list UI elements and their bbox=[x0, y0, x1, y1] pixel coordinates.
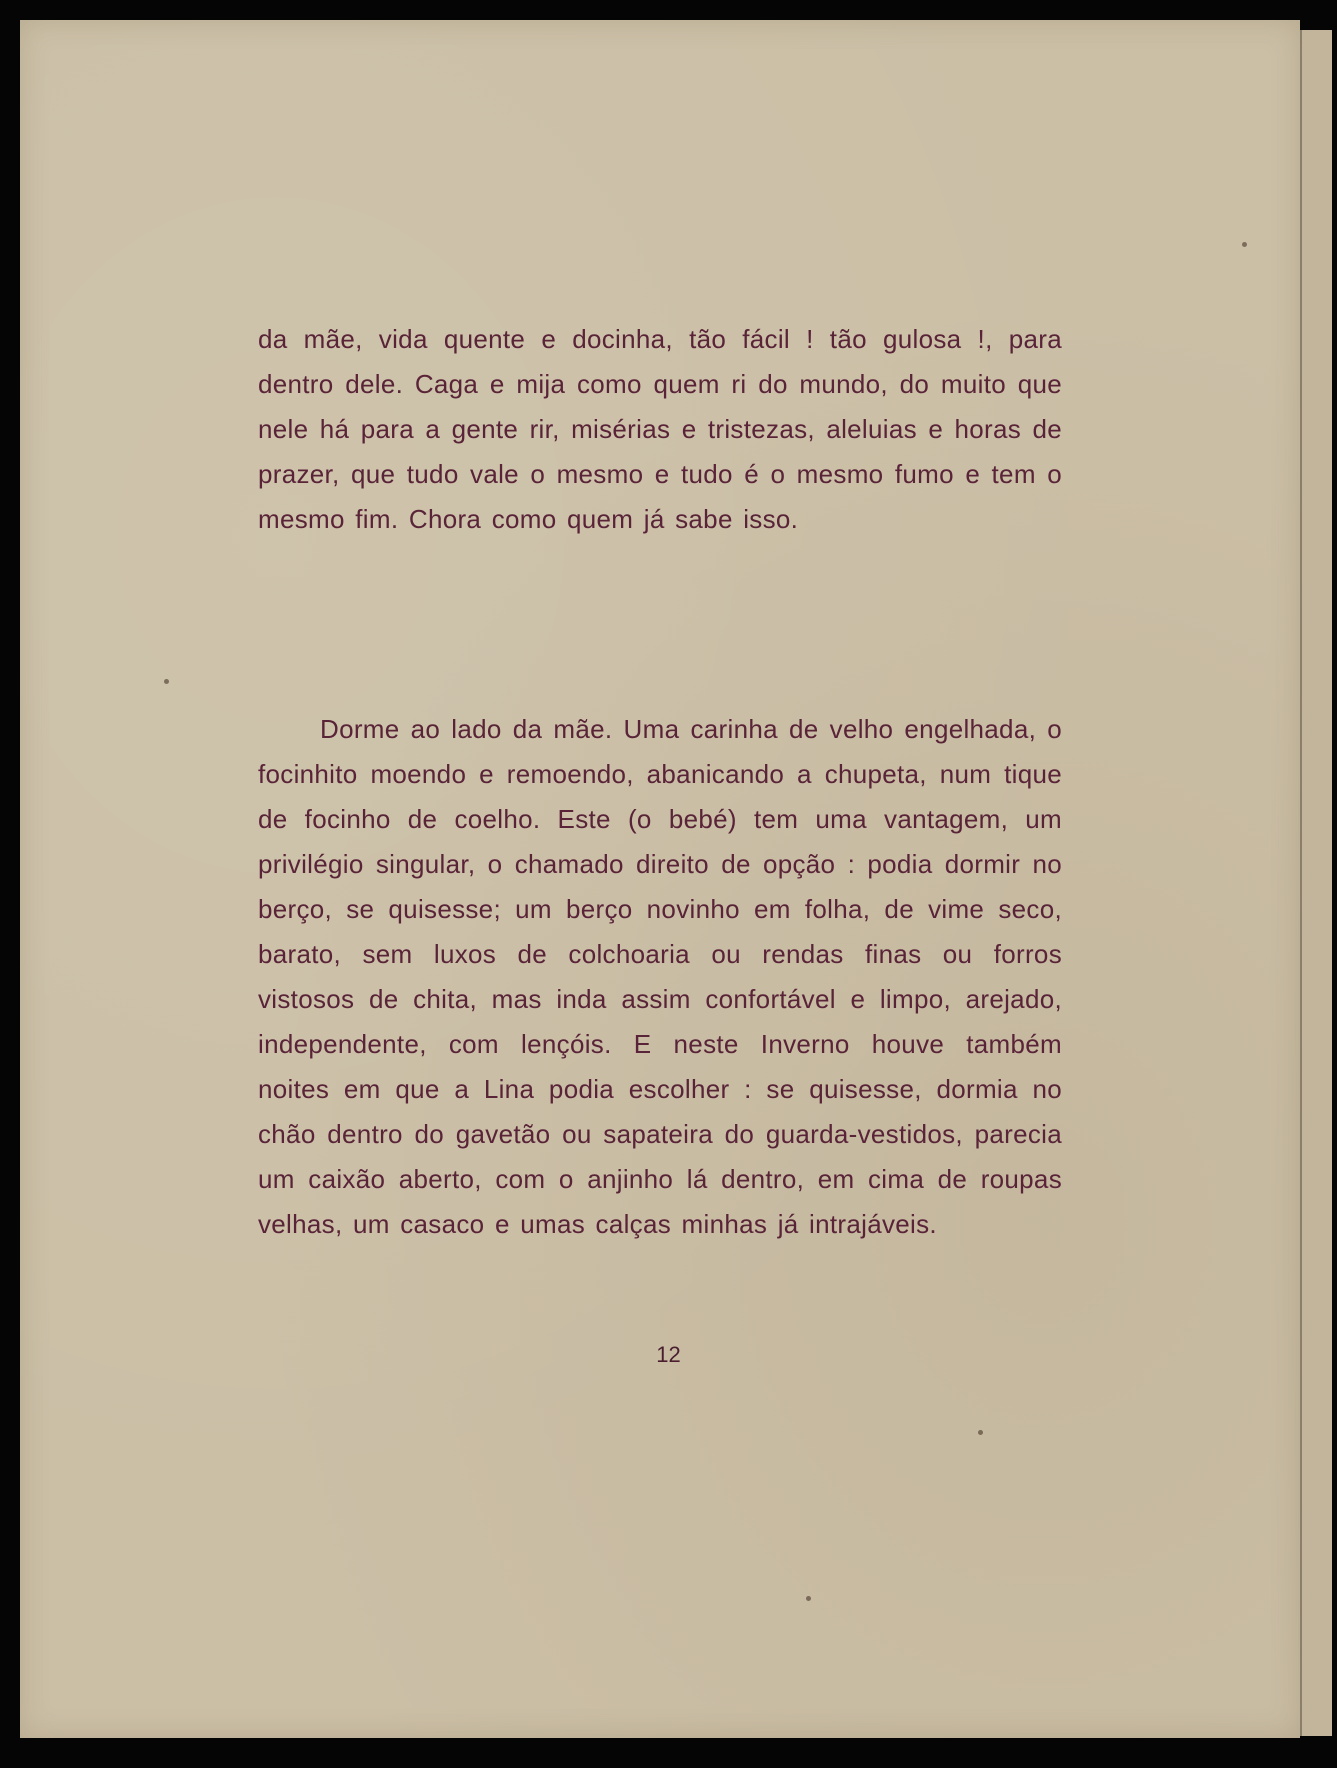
paragraph-1: da mãe, vida quente e docinha, tão fácil ! tão gulosa !, para dentro dele. Caga e mija como quem ri do mundo, do muito que nele há para a gente rir, misérias e tristezas, aleluias e horas de prazer, que tudo vale o mesmo e tudo é o mesmo fumo e tem o mesmo fim. Chora como quem já sabe isso. bbox=[258, 324, 1062, 534]
paragraph-2: Dorme ao lado da mãe. Uma carinha de velho engelhada, o focinhito moendo e remoendo, abanicando a chupeta, num tique de focinho de coelho. Este (o bebé) tem uma vantagem, um privilégio singular, o chamado direito de opção : podia dormir no berço, se quisesse; um berço novinho em folha, de vime seco, barato, sem luxos de colchoaria ou rendas finas ou forros vistosos de chita, mas inda assim confortável e limpo, arejado, independente, com lençóis. E neste Inverno houve também noites em que a Lina podia escolher : se quisesse, dormia no chão dentro do gavetão ou sapateira do guarda-vestidos, parecia um caixão aberto, com o anjinho lá dentro, em cima de roupas velhas, um casaco e umas calças minhas já intrajáveis. bbox=[258, 714, 1062, 1239]
next-page-edge bbox=[1300, 30, 1332, 1736]
paper-speck bbox=[164, 679, 169, 684]
paper-speck bbox=[806, 1596, 811, 1601]
paper-speck bbox=[1242, 242, 1247, 247]
paper-speck bbox=[978, 1430, 983, 1435]
page-number: 12 bbox=[656, 1342, 681, 1367]
